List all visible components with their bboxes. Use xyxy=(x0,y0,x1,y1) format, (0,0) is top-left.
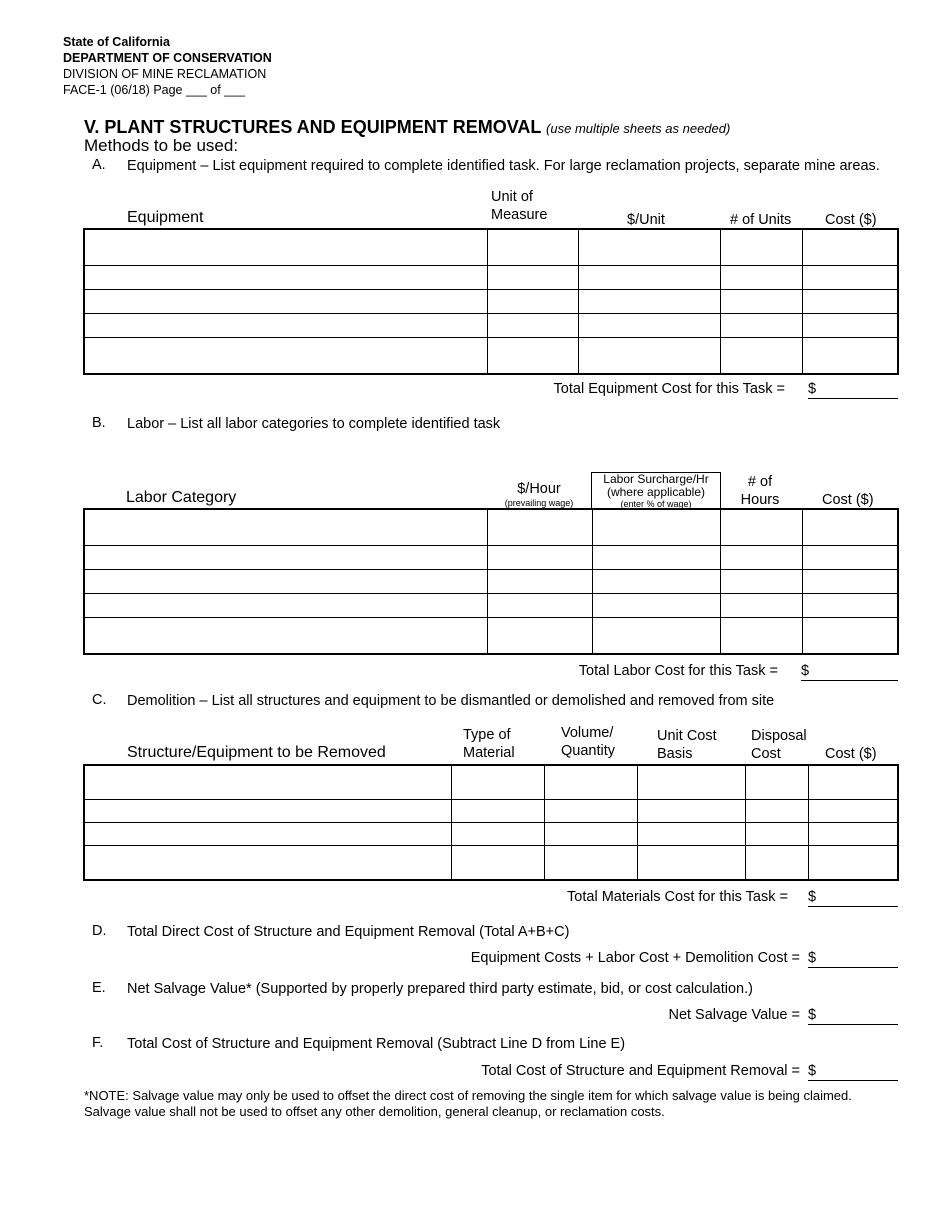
total-removal-field[interactable]: $ xyxy=(808,1063,898,1081)
units-cell[interactable] xyxy=(720,229,802,265)
per-hour-cell[interactable] xyxy=(487,509,592,545)
col-unit-cost-line2: Basis xyxy=(657,746,693,762)
cost-cell[interactable] xyxy=(808,765,898,800)
structure-cell[interactable] xyxy=(84,765,451,800)
unit-cost-cell[interactable] xyxy=(637,823,745,846)
table-row xyxy=(84,823,898,846)
col-disposal-cost xyxy=(751,727,807,763)
section-d-letter: D. xyxy=(92,923,107,939)
col-labor-surcharge xyxy=(591,472,721,509)
equipment-cell[interactable] xyxy=(84,314,487,338)
col-num-hours xyxy=(739,473,781,509)
cost-cell[interactable] xyxy=(802,289,898,313)
unit-cost-cell[interactable] xyxy=(637,765,745,800)
disposal-cell[interactable] xyxy=(745,823,808,846)
table-row xyxy=(84,800,898,823)
structure-cell[interactable] xyxy=(84,800,451,823)
section-b-letter: B. xyxy=(92,415,106,431)
table-row xyxy=(84,569,898,593)
equipment-cell[interactable] xyxy=(84,265,487,289)
col-per-hour-note: (prevailing wage) xyxy=(504,498,574,508)
surcharge-cell[interactable] xyxy=(592,618,720,654)
cost-cell[interactable] xyxy=(802,594,898,618)
table-row xyxy=(84,338,898,374)
units-cell[interactable] xyxy=(720,265,802,289)
surcharge-cell[interactable] xyxy=(592,509,720,545)
cost-cell[interactable] xyxy=(808,800,898,823)
section-e-letter: E. xyxy=(92,980,106,996)
col-demolition-cost: Cost ($) xyxy=(825,746,877,762)
type-cell[interactable] xyxy=(451,800,544,823)
unit-cost-cell[interactable] xyxy=(637,846,745,881)
net-salvage-label: Net Salvage Value = xyxy=(668,1007,800,1023)
per-hour-cell[interactable] xyxy=(487,594,592,618)
col-labor-category: Labor Category xyxy=(126,489,237,506)
per-hour-cell[interactable] xyxy=(487,618,592,654)
col-hours-line2: Hours xyxy=(740,492,780,508)
labor-category-cell[interactable] xyxy=(84,569,487,593)
page-title xyxy=(84,117,730,138)
labor-category-cell[interactable] xyxy=(84,545,487,569)
section-e-text: Net Salvage Value* (Supported by properly prepared third party estimate, bid, or cost calculation.) xyxy=(127,981,753,997)
per-unit-cell[interactable] xyxy=(578,229,720,265)
table-row xyxy=(84,594,898,618)
disposal-cell[interactable] xyxy=(745,846,808,881)
section-a-text: Equipment – List equipment required to complete identified task. For large reclamation projects, separate mine areas. xyxy=(127,158,880,174)
section-a-letter: A. xyxy=(92,157,106,173)
equipment-cell[interactable] xyxy=(84,338,487,374)
table-row xyxy=(84,545,898,569)
labor-category-cell[interactable] xyxy=(84,594,487,618)
type-cell[interactable] xyxy=(451,823,544,846)
col-unit-cost-basis xyxy=(657,727,717,763)
table-row xyxy=(84,289,898,313)
hours-cell[interactable] xyxy=(720,618,802,654)
col-equipment: Equipment xyxy=(127,209,204,226)
cost-cell[interactable] xyxy=(802,265,898,289)
cost-cell[interactable] xyxy=(802,509,898,545)
demolition-table xyxy=(83,764,899,881)
unit-cell[interactable] xyxy=(487,265,578,289)
unit-cell[interactable] xyxy=(487,314,578,338)
table-row xyxy=(84,229,898,265)
equipment-cell[interactable] xyxy=(84,289,487,313)
labor-category-cell[interactable] xyxy=(84,509,487,545)
title-note: (use multiple sheets as needed) xyxy=(546,121,731,136)
table-row xyxy=(84,265,898,289)
per-hour-cell[interactable] xyxy=(487,545,592,569)
unit-cell[interactable] xyxy=(487,338,578,374)
surcharge-cell[interactable] xyxy=(592,545,720,569)
section-c-text: Demolition – List all structures and equipment to be dismantled or demolished and removed from site xyxy=(127,693,775,709)
state-name: State of California xyxy=(63,35,170,49)
hours-cell[interactable] xyxy=(720,509,802,545)
equipment-table xyxy=(83,228,899,375)
disposal-cell[interactable] xyxy=(745,800,808,823)
col-surcharge-line1: Labor Surcharge/Hr xyxy=(603,472,709,486)
equipment-total-label: Total Equipment Cost for this Task = xyxy=(553,381,785,397)
col-hours-line1: # of xyxy=(747,474,773,490)
col-surcharge-line2: (where applicable) xyxy=(606,485,706,499)
materials-total-label: Total Materials Cost for this Task = xyxy=(567,889,788,905)
type-cell[interactable] xyxy=(451,765,544,800)
direct-cost-label: Equipment Costs + Labor Cost + Demolition Cost = xyxy=(470,950,800,966)
title-text: V. PLANT STRUCTURES AND EQUIPMENT REMOVAL xyxy=(84,117,542,137)
col-disposal-line1: Disposal xyxy=(751,728,807,744)
col-unit-cost-line1: Unit Cost xyxy=(657,728,717,744)
col-unit-of-measure xyxy=(491,188,547,224)
col-per-hour-label: $/Hour xyxy=(517,481,561,497)
col-volume-line2: Quantity xyxy=(561,743,615,759)
table-row xyxy=(84,509,898,545)
salvage-footnote: *NOTE: Salvage value may only be used to offset the direct cost of removing the single item for which salvage value is being claimed. Salvage value shall not be used to offset any other demolition, general cleanup, or reclamation costs. xyxy=(84,1088,852,1119)
structure-cell[interactable] xyxy=(84,823,451,846)
surcharge-cell[interactable] xyxy=(592,594,720,618)
per-unit-cell[interactable] xyxy=(578,289,720,313)
division-name: DIVISION OF MINE RECLAMATION xyxy=(63,67,267,81)
cost-cell[interactable] xyxy=(802,545,898,569)
volume-cell[interactable] xyxy=(544,823,637,846)
volume-cell[interactable] xyxy=(544,846,637,881)
volume-cell[interactable] xyxy=(544,765,637,800)
cost-cell[interactable] xyxy=(808,846,898,881)
cost-cell[interactable] xyxy=(802,338,898,374)
unit-cell[interactable] xyxy=(487,229,578,265)
methods-label: Methods to be used: xyxy=(84,136,239,155)
per-hour-cell[interactable] xyxy=(487,569,592,593)
unit-cell[interactable] xyxy=(487,289,578,313)
col-type-line2: Material xyxy=(463,745,515,761)
hours-cell[interactable] xyxy=(720,594,802,618)
col-type-line1: Type of xyxy=(463,727,511,743)
disposal-cell[interactable] xyxy=(745,765,808,800)
col-uom-line1: Unit of xyxy=(491,189,533,205)
col-disposal-line2: Cost xyxy=(751,746,781,762)
net-salvage-field[interactable]: $ xyxy=(808,1007,898,1025)
table-row xyxy=(84,618,898,654)
col-cost: Cost ($) xyxy=(825,212,877,228)
equipment-cell[interactable] xyxy=(84,229,487,265)
cost-cell[interactable] xyxy=(802,314,898,338)
direct-cost-field[interactable]: $ xyxy=(808,950,898,968)
cost-cell[interactable] xyxy=(802,229,898,265)
table-row xyxy=(84,846,898,881)
col-labor-cost: Cost ($) xyxy=(822,492,874,508)
labor-category-cell[interactable] xyxy=(84,618,487,654)
col-num-units: # of Units xyxy=(730,212,792,228)
equipment-total-field[interactable]: $ xyxy=(808,381,898,399)
section-f-text: Total Cost of Structure and Equipment Removal (Subtract Line D from Line E) xyxy=(127,1036,626,1052)
section-d-text: Total Direct Cost of Structure and Equipment Removal (Total A+B+C) xyxy=(127,924,570,940)
per-unit-cell[interactable] xyxy=(578,265,720,289)
col-per-unit: $/Unit xyxy=(627,212,665,228)
col-volume-line1: Volume/ xyxy=(561,725,614,741)
col-volume-quantity xyxy=(561,724,615,760)
units-cell[interactable] xyxy=(720,314,802,338)
table-row xyxy=(84,314,898,338)
units-cell[interactable] xyxy=(720,338,802,374)
per-unit-cell[interactable] xyxy=(578,314,720,338)
units-cell[interactable] xyxy=(720,289,802,313)
structure-cell[interactable] xyxy=(84,846,451,881)
form-header xyxy=(63,34,272,98)
col-structure: Structure/Equipment to be Removed xyxy=(127,744,386,761)
section-b-text: Labor – List all labor categories to complete identified task xyxy=(127,416,501,432)
section-f-letter: F. xyxy=(92,1035,104,1051)
cost-cell[interactable] xyxy=(808,823,898,846)
type-cell[interactable] xyxy=(451,846,544,881)
col-per-hour xyxy=(503,480,575,509)
col-surcharge-note: (enter % of wage) xyxy=(620,499,692,509)
col-type-material xyxy=(463,726,515,762)
labor-total-field[interactable]: $ xyxy=(801,663,898,681)
surcharge-cell[interactable] xyxy=(592,569,720,593)
cost-cell[interactable] xyxy=(802,618,898,654)
per-unit-cell[interactable] xyxy=(578,338,720,374)
form-id: FACE-1 (06/18) Page ___ of ___ xyxy=(63,83,246,97)
hours-cell[interactable] xyxy=(720,545,802,569)
section-c-letter: C. xyxy=(92,692,107,708)
volume-cell[interactable] xyxy=(544,800,637,823)
labor-table xyxy=(83,508,899,655)
department-name: DEPARTMENT OF CONSERVATION xyxy=(63,51,272,65)
labor-total-label: Total Labor Cost for this Task = xyxy=(578,663,778,679)
col-uom-line2: Measure xyxy=(491,207,548,223)
unit-cost-cell[interactable] xyxy=(637,800,745,823)
total-removal-label: Total Cost of Structure and Equipment Removal = xyxy=(481,1063,800,1079)
materials-total-field[interactable]: $ xyxy=(808,889,898,907)
cost-cell[interactable] xyxy=(802,569,898,593)
table-row xyxy=(84,765,898,800)
hours-cell[interactable] xyxy=(720,569,802,593)
